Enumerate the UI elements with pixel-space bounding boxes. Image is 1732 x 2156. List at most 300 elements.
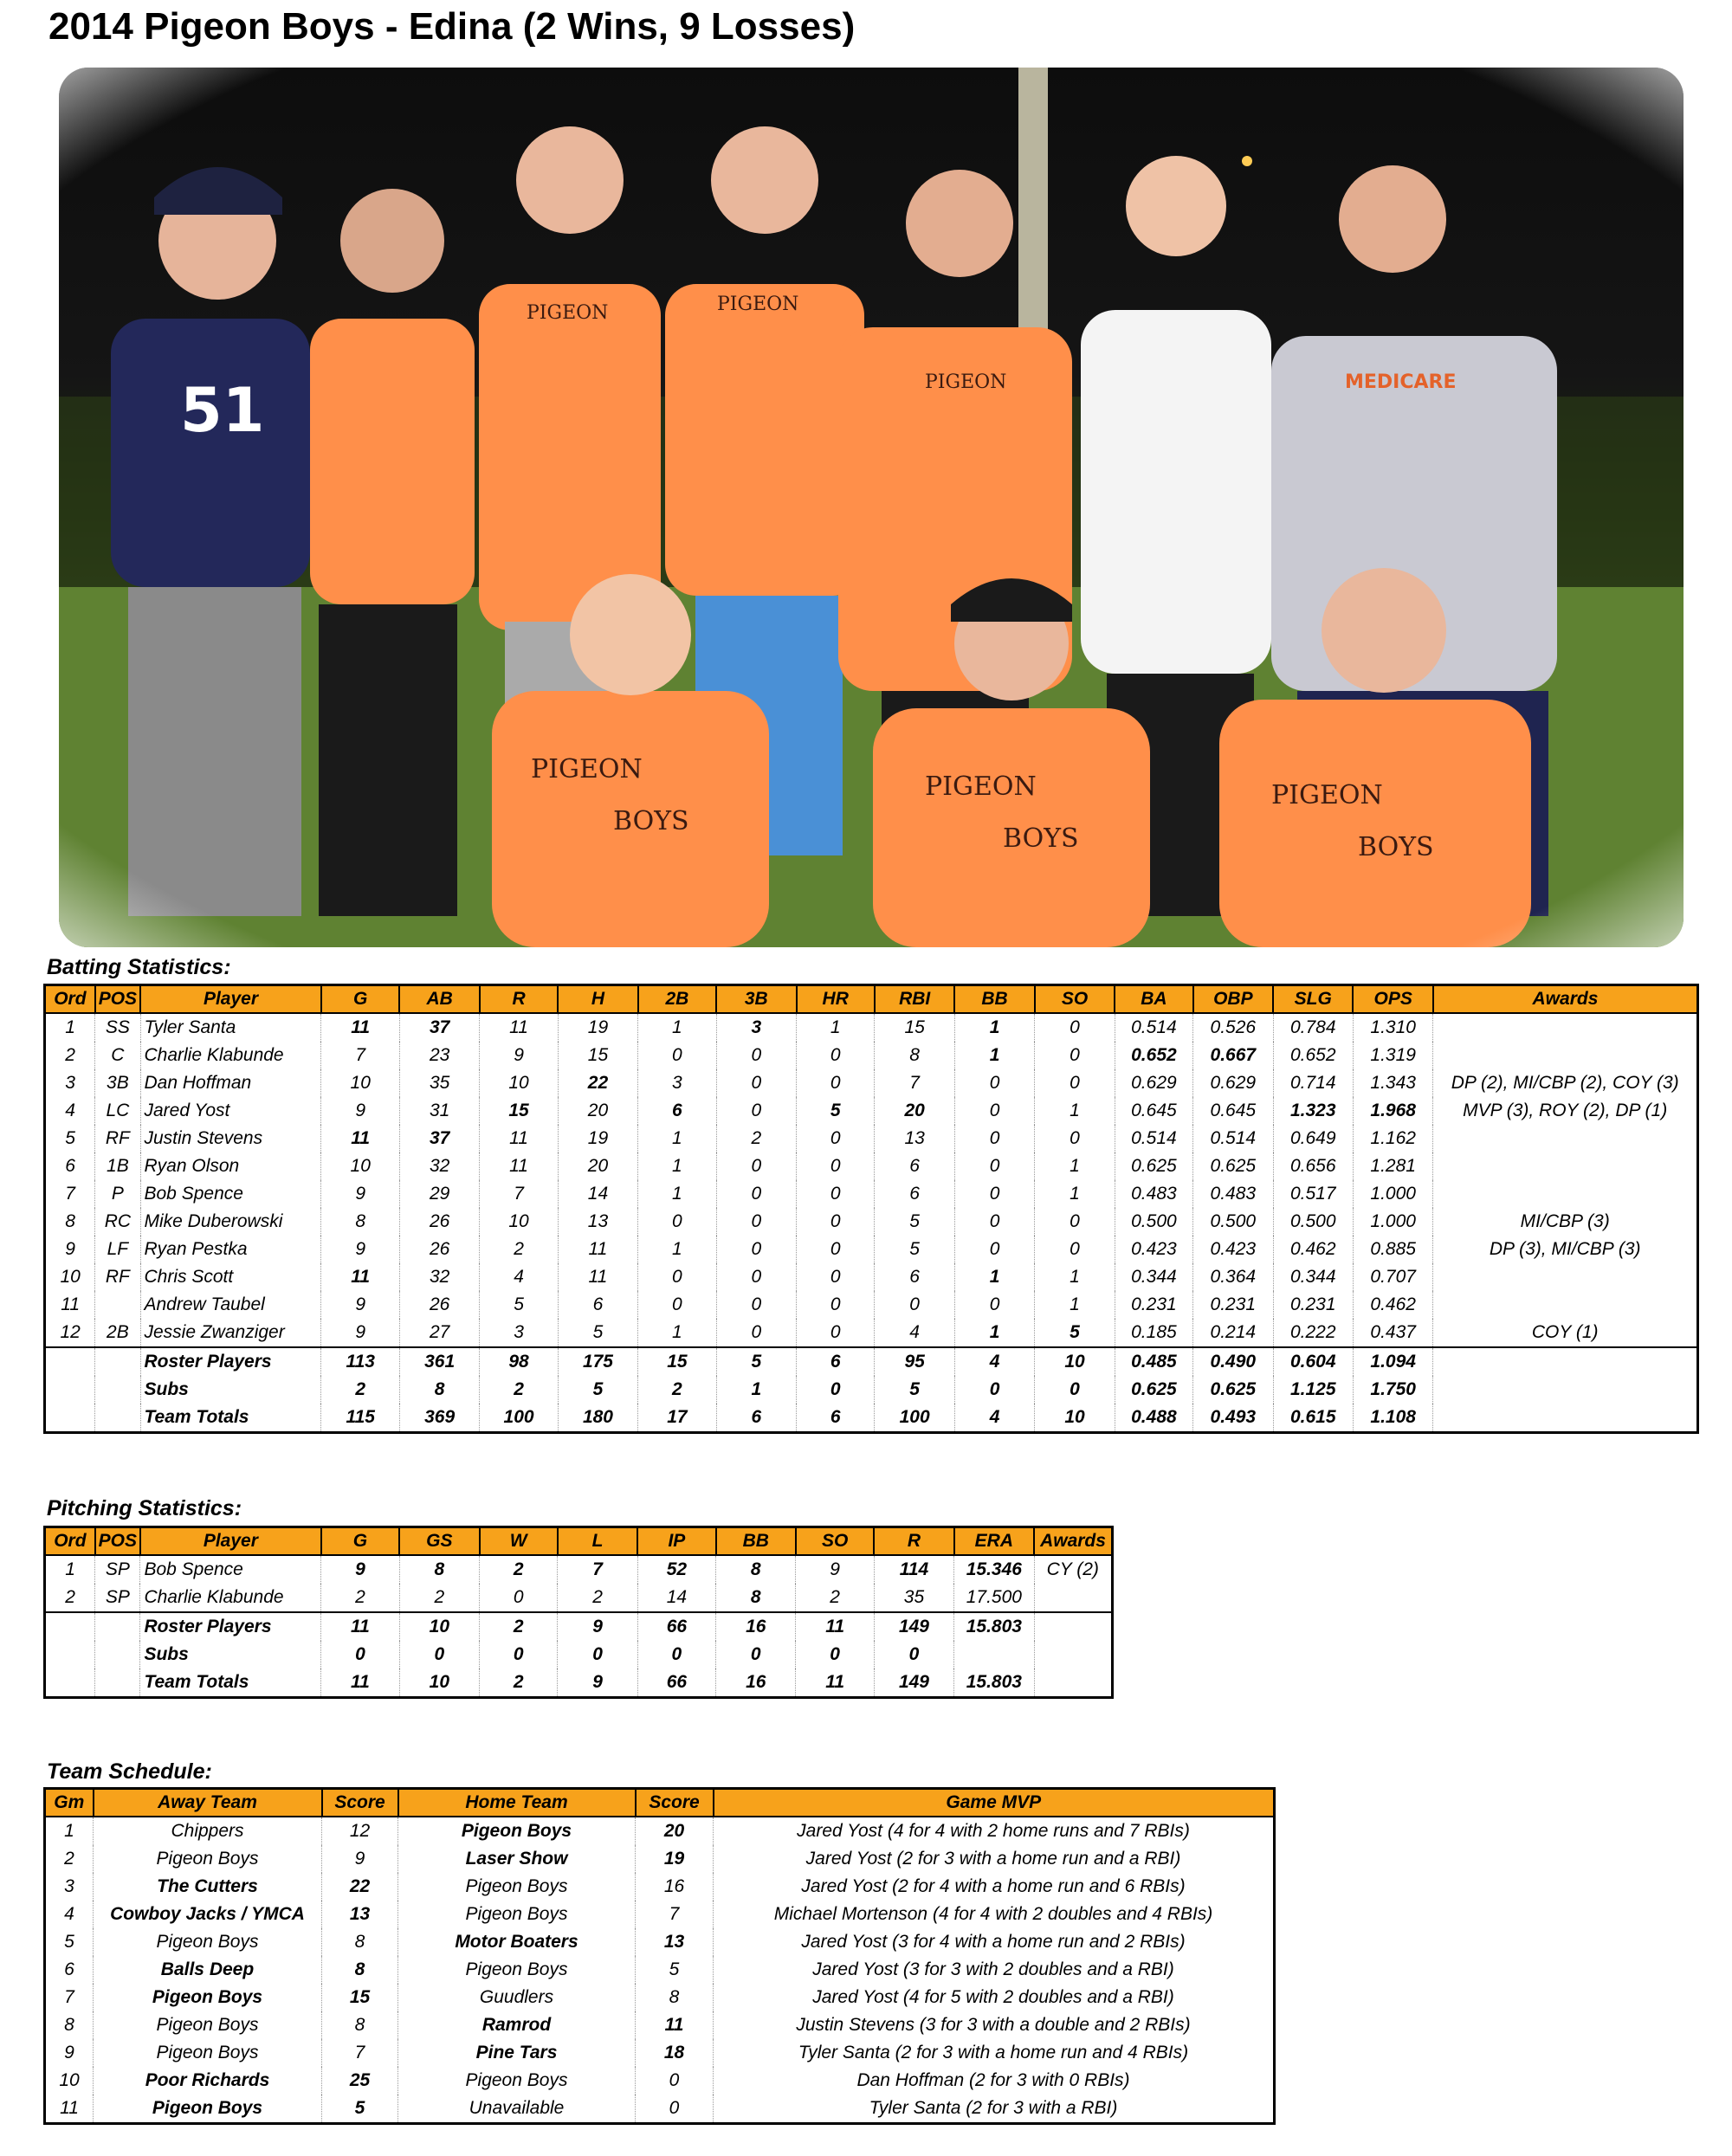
column-header: G <box>321 1527 399 1556</box>
cell-home-team: Pine Tars <box>398 2039 636 2067</box>
cell-game-mvp: Jared Yost (4 for 5 with 2 doubles and a RBI) <box>714 1984 1275 2011</box>
cell-obp: 0.629 <box>1193 1069 1273 1097</box>
cell-hr: 0 <box>797 1180 875 1208</box>
pitching-section-label: Pitching Statistics: <box>47 1496 242 1520</box>
cell-awards: CY (2) <box>1034 1555 1112 1584</box>
cell-home-score: 18 <box>636 2039 714 2067</box>
cell-gs: 2 <box>399 1584 479 1612</box>
cell-r: 11 <box>480 1013 558 1042</box>
table-row <box>45 1291 1698 1319</box>
cell-ops: 1.000 <box>1353 1208 1432 1236</box>
pitching-table <box>43 1526 1114 1699</box>
cell-h: 14 <box>558 1180 637 1208</box>
cell-home-team: Unavailable <box>398 2095 636 2124</box>
cell-g: 10 <box>321 1152 399 1180</box>
cell-so: 11 <box>796 1669 874 1698</box>
column-header: 2B <box>638 985 716 1014</box>
column-header: POS <box>95 1527 140 1556</box>
cell-pos: 2B <box>95 1319 140 1347</box>
cell-ord: 11 <box>45 1291 95 1319</box>
cell-obp: 0.514 <box>1193 1125 1273 1152</box>
cell-ord: 9 <box>45 1236 95 1263</box>
cell-ba: 0.500 <box>1115 1208 1192 1236</box>
cell-slg: 0.784 <box>1273 1013 1353 1042</box>
cell-obp: 0.231 <box>1193 1291 1273 1319</box>
column-header: Ord <box>45 1527 95 1556</box>
cell-pos: C <box>95 1042 140 1069</box>
cell-pos: SP <box>95 1584 140 1612</box>
cell-r: 2 <box>480 1376 558 1404</box>
table-row <box>45 1901 1275 1928</box>
cell-d: 1 <box>638 1152 716 1180</box>
cell-ba: 0.645 <box>1115 1097 1192 1125</box>
cell-game-mvp: Dan Hoffman (2 for 3 with 0 RBIs) <box>714 2067 1275 2095</box>
cell-game-number: 3 <box>45 1873 94 1901</box>
cell-hr: 0 <box>797 1042 875 1069</box>
cell-rbi: 6 <box>875 1180 954 1208</box>
cell-rbi: 6 <box>875 1263 954 1291</box>
cell-ba: 0.488 <box>1115 1404 1192 1433</box>
cell-slg: 0.604 <box>1273 1347 1353 1376</box>
cell-home-team: Pigeon Boys <box>398 1901 636 1928</box>
cell-ba: 0.344 <box>1115 1263 1192 1291</box>
cell-w: 2 <box>480 1669 558 1698</box>
table-row <box>45 1584 1113 1612</box>
table-row <box>45 1319 1698 1347</box>
cell-r: 11 <box>480 1152 558 1180</box>
column-header: SO <box>796 1527 874 1556</box>
cell-ops: 1.310 <box>1353 1013 1432 1042</box>
cell-home-team: Pigeon Boys <box>398 2067 636 2095</box>
table-row <box>45 1097 1698 1125</box>
cell-r: 9 <box>480 1042 558 1069</box>
cell-g: 9 <box>321 1319 399 1347</box>
cell-so: 0 <box>1035 1376 1115 1404</box>
cell-bb: 4 <box>954 1347 1034 1376</box>
table-row <box>45 1263 1698 1291</box>
cell-slg: 0.500 <box>1273 1208 1353 1236</box>
cell-bb: 1 <box>954 1042 1034 1069</box>
schedule-table <box>43 1787 1276 2125</box>
cell-slg: 1.323 <box>1273 1097 1353 1125</box>
cell-bb: 0 <box>954 1069 1034 1097</box>
totals-row <box>45 1347 1698 1376</box>
cell-player: Jessie Zwanziger <box>140 1319 321 1347</box>
cell-home-team: Motor Boaters <box>398 1928 636 1956</box>
cell-g: 0 <box>321 1641 399 1669</box>
cell-ba: 0.231 <box>1115 1291 1192 1319</box>
cell-ops: 1.281 <box>1353 1152 1432 1180</box>
cell-d: 1 <box>638 1013 716 1042</box>
cell-d: 3 <box>638 1069 716 1097</box>
cell-so: 0 <box>1035 1236 1115 1263</box>
cell-g: 7 <box>321 1042 399 1069</box>
cell-slg: 0.344 <box>1273 1263 1353 1291</box>
cell-game-number: 2 <box>45 1845 94 1873</box>
totals-row <box>45 1612 1113 1641</box>
column-header: L <box>558 1527 637 1556</box>
cell-g: 8 <box>321 1208 399 1236</box>
cell-ab: 31 <box>399 1097 479 1125</box>
cell-g: 9 <box>321 1097 399 1125</box>
cell-player: Mike Duberowski <box>140 1208 321 1236</box>
cell-ord: 2 <box>45 1584 95 1612</box>
cell-so: 0 <box>1035 1125 1115 1152</box>
empty-cell <box>95 1404 140 1433</box>
column-header: W <box>480 1527 558 1556</box>
cell-game-mvp: Jared Yost (3 for 4 with a home run and 2 RBIs) <box>714 1928 1275 1956</box>
cell-rbi: 0 <box>875 1291 954 1319</box>
cell-home-score: 11 <box>636 2011 714 2039</box>
cell-r: 2 <box>480 1236 558 1263</box>
cell-h: 11 <box>558 1236 637 1263</box>
cell-game-mvp: Tyler Santa (2 for 3 with a RBI) <box>714 2095 1275 2124</box>
batting-section-label: Batting Statistics: <box>47 955 231 979</box>
cell-r: 4 <box>480 1263 558 1291</box>
empty-cell <box>95 1669 140 1698</box>
cell-pos: P <box>95 1180 140 1208</box>
cell-w: 2 <box>480 1612 558 1641</box>
cell-so: 1 <box>1035 1291 1115 1319</box>
cell-l: 2 <box>558 1584 637 1612</box>
column-header: Awards <box>1034 1527 1112 1556</box>
table-row <box>45 1013 1698 1042</box>
cell-ba: 0.185 <box>1115 1319 1192 1347</box>
cell-awards: DP (2), MI/CBP (2), COY (3) <box>1433 1069 1698 1097</box>
cell-ord: 12 <box>45 1319 95 1347</box>
cell-pos: RC <box>95 1208 140 1236</box>
cell-ba: 0.423 <box>1115 1236 1192 1263</box>
cell-ab: 32 <box>399 1152 479 1180</box>
cell-ab: 23 <box>399 1042 479 1069</box>
cell-d: 15 <box>638 1347 716 1376</box>
cell-awards <box>1433 1013 1698 1042</box>
empty-cell <box>1034 1641 1112 1669</box>
cell-ab: 32 <box>399 1263 479 1291</box>
cell-rbi: 6 <box>875 1152 954 1180</box>
table-row <box>45 1125 1698 1152</box>
cell-ab: 29 <box>399 1180 479 1208</box>
cell-rbi: 100 <box>875 1404 954 1433</box>
cell-home-team: Pigeon Boys <box>398 1817 636 1845</box>
totals-row <box>45 1404 1698 1433</box>
cell-d: 1 <box>638 1319 716 1347</box>
cell-obp: 0.625 <box>1193 1376 1273 1404</box>
cell-g: 9 <box>321 1291 399 1319</box>
cell-t: 0 <box>716 1042 796 1069</box>
table-row <box>45 1956 1275 1984</box>
cell-awards <box>1433 1180 1698 1208</box>
cell-ip: 66 <box>637 1612 715 1641</box>
cell-game-mvp: Justin Stevens (3 for 3 with a double and 2 RBIs) <box>714 2011 1275 2039</box>
cell-rbi: 8 <box>875 1042 954 1069</box>
table-row <box>45 1152 1698 1180</box>
cell-bb: 0 <box>954 1097 1034 1125</box>
cell-obp: 0.526 <box>1193 1013 1273 1042</box>
cell-player: Jared Yost <box>140 1097 321 1125</box>
cell-game-mvp: Tyler Santa (2 for 3 with a home run and 4 RBIs) <box>714 2039 1275 2067</box>
cell-bb: 0 <box>954 1152 1034 1180</box>
column-header: Score <box>636 1789 714 1817</box>
cell-t: 0 <box>716 1319 796 1347</box>
cell-era: 17.500 <box>954 1584 1034 1612</box>
cell-game-number: 11 <box>45 2095 94 2124</box>
cell-hr: 0 <box>797 1208 875 1236</box>
column-header: Home Team <box>398 1789 636 1817</box>
table-row <box>45 2011 1275 2039</box>
cell-player: Charlie Klabunde <box>140 1042 321 1069</box>
cell-pos: SS <box>95 1013 140 1042</box>
cell-h: 19 <box>558 1125 637 1152</box>
cell-l: 0 <box>558 1641 637 1669</box>
cell-away-score: 15 <box>322 1984 398 2011</box>
column-header: BB <box>716 1527 796 1556</box>
empty-cell <box>95 1641 140 1669</box>
cell-rbi: 4 <box>875 1319 954 1347</box>
cell-slg: 0.517 <box>1273 1180 1353 1208</box>
cell-t: 5 <box>716 1347 796 1376</box>
cell-bb: 0 <box>716 1641 796 1669</box>
cell-t: 0 <box>716 1180 796 1208</box>
cell-t: 0 <box>716 1263 796 1291</box>
cell-r: 10 <box>480 1208 558 1236</box>
cell-player: Subs <box>140 1376 321 1404</box>
cell-r: 0 <box>874 1641 953 1669</box>
cell-ord: 3 <box>45 1069 95 1097</box>
cell-awards <box>1433 1125 1698 1152</box>
cell-away-score: 8 <box>322 1956 398 1984</box>
cell-home-score: 5 <box>636 1956 714 1984</box>
cell-game-number: 1 <box>45 1817 94 1845</box>
cell-pos: LF <box>95 1236 140 1263</box>
cell-h: 180 <box>558 1404 637 1433</box>
cell-game-number: 4 <box>45 1901 94 1928</box>
cell-away-score: 13 <box>322 1901 398 1928</box>
column-header: POS <box>95 985 140 1014</box>
cell-so: 10 <box>1035 1347 1115 1376</box>
cell-away-team: Balls Deep <box>94 1956 322 1984</box>
cell-game-number: 9 <box>45 2039 94 2067</box>
schedule-section-label: Team Schedule: <box>47 1759 212 1784</box>
column-header: Player <box>140 985 321 1014</box>
cell-home-team: Pigeon Boys <box>398 1873 636 1901</box>
column-header: Awards <box>1433 985 1698 1014</box>
cell-player: Tyler Santa <box>140 1013 321 1042</box>
cell-g: 11 <box>321 1669 399 1698</box>
cell-awards: DP (3), MI/CBP (3) <box>1433 1236 1698 1263</box>
cell-ba: 0.652 <box>1115 1042 1192 1069</box>
cell-ba: 0.625 <box>1115 1376 1192 1404</box>
cell-rbi: 15 <box>875 1013 954 1042</box>
cell-bb: 8 <box>716 1584 796 1612</box>
totals-row <box>45 1641 1113 1669</box>
empty-cell <box>45 1669 95 1698</box>
cell-l: 7 <box>558 1555 637 1584</box>
column-header: Ord <box>45 985 95 1014</box>
team-photo <box>59 68 1684 947</box>
cell-ops: 0.707 <box>1353 1263 1432 1291</box>
cell-rbi: 13 <box>875 1125 954 1152</box>
cell-h: 19 <box>558 1013 637 1042</box>
table-row <box>45 1817 1275 1845</box>
cell-pos: 3B <box>95 1069 140 1097</box>
cell-obp: 0.423 <box>1193 1236 1273 1263</box>
cell-rbi: 5 <box>875 1208 954 1236</box>
cell-away-team: The Cutters <box>94 1873 322 1901</box>
cell-t: 0 <box>716 1069 796 1097</box>
cell-r: 149 <box>874 1612 953 1641</box>
cell-ab: 37 <box>399 1013 479 1042</box>
cell-bb: 1 <box>954 1013 1034 1042</box>
cell-r: 11 <box>480 1125 558 1152</box>
cell-pos: LC <box>95 1097 140 1125</box>
cell-d: 17 <box>638 1404 716 1433</box>
cell-game-mvp: Jared Yost (4 for 4 with 2 home runs and 7 RBIs) <box>714 1817 1275 1845</box>
cell-away-team: Pigeon Boys <box>94 1845 322 1873</box>
cell-player: Team Totals <box>140 1404 321 1433</box>
cell-ba: 0.514 <box>1115 1125 1192 1152</box>
column-header: SO <box>1035 985 1115 1014</box>
cell-bb: 16 <box>716 1669 796 1698</box>
cell-slg: 0.231 <box>1273 1291 1353 1319</box>
cell-so: 5 <box>1035 1319 1115 1347</box>
totals-row <box>45 1376 1698 1404</box>
column-header: Away Team <box>94 1789 322 1817</box>
cell-d: 6 <box>638 1097 716 1125</box>
cell-ord: 4 <box>45 1097 95 1125</box>
cell-r: 35 <box>874 1584 953 1612</box>
cell-home-score: 13 <box>636 1928 714 1956</box>
cell-h: 11 <box>558 1263 637 1291</box>
cell-w: 0 <box>480 1641 558 1669</box>
empty-cell <box>1433 1347 1698 1376</box>
column-header: SLG <box>1273 985 1353 1014</box>
cell-t: 0 <box>716 1097 796 1125</box>
cell-away-score: 8 <box>322 1928 398 1956</box>
cell-so: 10 <box>1035 1404 1115 1433</box>
cell-player: Subs <box>140 1641 321 1669</box>
cell-t: 0 <box>716 1236 796 1263</box>
cell-bb: 1 <box>954 1319 1034 1347</box>
cell-t: 3 <box>716 1013 796 1042</box>
cell-ops: 1.162 <box>1353 1125 1432 1152</box>
cell-bb: 0 <box>954 1208 1034 1236</box>
table-row <box>45 1042 1698 1069</box>
cell-g: 11 <box>321 1125 399 1152</box>
cell-ops: 1.750 <box>1353 1376 1432 1404</box>
cell-away-score: 5 <box>322 2095 398 2124</box>
cell-w: 0 <box>480 1584 558 1612</box>
cell-player: Ryan Pestka <box>140 1236 321 1263</box>
cell-hr: 5 <box>797 1097 875 1125</box>
cell-away-team: Poor Richards <box>94 2067 322 2095</box>
cell-slg: 0.714 <box>1273 1069 1353 1097</box>
table-row <box>45 2095 1275 2124</box>
cell-so: 0 <box>1035 1069 1115 1097</box>
cell-ops: 1.094 <box>1353 1347 1432 1376</box>
cell-g: 115 <box>321 1404 399 1433</box>
table-row <box>45 1845 1275 1873</box>
cell-h: 6 <box>558 1291 637 1319</box>
cell-ops: 1.968 <box>1353 1097 1432 1125</box>
column-header: AB <box>399 985 479 1014</box>
cell-ip: 52 <box>637 1555 715 1584</box>
empty-cell <box>45 1376 95 1404</box>
cell-obp: 0.493 <box>1193 1404 1273 1433</box>
cell-ord: 8 <box>45 1208 95 1236</box>
cell-so: 1 <box>1035 1097 1115 1125</box>
cell-ops: 0.462 <box>1353 1291 1432 1319</box>
cell-home-score: 8 <box>636 1984 714 2011</box>
cell-ip: 66 <box>637 1669 715 1698</box>
table-row <box>45 1236 1698 1263</box>
column-header: 3B <box>716 985 796 1014</box>
column-header: Game MVP <box>714 1789 1275 1817</box>
cell-so: 2 <box>796 1584 874 1612</box>
cell-ab: 35 <box>399 1069 479 1097</box>
cell-away-score: 12 <box>322 1817 398 1845</box>
cell-game-mvp: Jared Yost (3 for 3 with 2 doubles and a RBI) <box>714 1956 1275 1984</box>
cell-so: 0 <box>1035 1208 1115 1236</box>
cell-r: 7 <box>480 1180 558 1208</box>
column-header: IP <box>637 1527 715 1556</box>
column-header: Score <box>322 1789 398 1817</box>
empty-cell <box>45 1347 95 1376</box>
cell-bb: 0 <box>954 1376 1034 1404</box>
cell-w: 2 <box>480 1555 558 1584</box>
cell-h: 175 <box>558 1347 637 1376</box>
cell-so: 11 <box>796 1612 874 1641</box>
cell-bb: 4 <box>954 1404 1034 1433</box>
cell-ba: 0.625 <box>1115 1152 1192 1180</box>
cell-game-number: 8 <box>45 2011 94 2039</box>
cell-player: Roster Players <box>140 1347 321 1376</box>
cell-ba: 0.485 <box>1115 1347 1192 1376</box>
empty-cell <box>95 1376 140 1404</box>
cell-r: 15 <box>480 1097 558 1125</box>
cell-home-team: Ramrod <box>398 2011 636 2039</box>
cell-bb: 0 <box>954 1180 1034 1208</box>
cell-h: 5 <box>558 1376 637 1404</box>
empty-cell <box>1034 1612 1112 1641</box>
cell-hr: 0 <box>797 1263 875 1291</box>
cell-ab: 369 <box>399 1404 479 1433</box>
cell-home-score: 7 <box>636 1901 714 1928</box>
cell-awards: COY (1) <box>1433 1319 1698 1347</box>
column-header: HR <box>797 985 875 1014</box>
cell-so: 0 <box>1035 1042 1115 1069</box>
empty-cell <box>1433 1404 1698 1433</box>
cell-g: 9 <box>321 1555 399 1584</box>
cell-ab: 361 <box>399 1347 479 1376</box>
cell-home-team: Laser Show <box>398 1845 636 1873</box>
cell-hr: 0 <box>797 1319 875 1347</box>
cell-player: Justin Stevens <box>140 1125 321 1152</box>
cell-ab: 26 <box>399 1208 479 1236</box>
column-header: R <box>874 1527 953 1556</box>
table-row <box>45 1180 1698 1208</box>
cell-r: 3 <box>480 1319 558 1347</box>
cell-g: 11 <box>321 1612 399 1641</box>
cell-ba: 0.629 <box>1115 1069 1192 1097</box>
cell-player: Dan Hoffman <box>140 1069 321 1097</box>
cell-h: 13 <box>558 1208 637 1236</box>
cell-game-mvp: Jared Yost (2 for 3 with a home run and a RBI) <box>714 1845 1275 1873</box>
cell-home-score: 0 <box>636 2067 714 2095</box>
cell-ba: 0.514 <box>1115 1013 1192 1042</box>
cell-away-team: Pigeon Boys <box>94 1984 322 2011</box>
column-header: OPS <box>1353 985 1432 1014</box>
